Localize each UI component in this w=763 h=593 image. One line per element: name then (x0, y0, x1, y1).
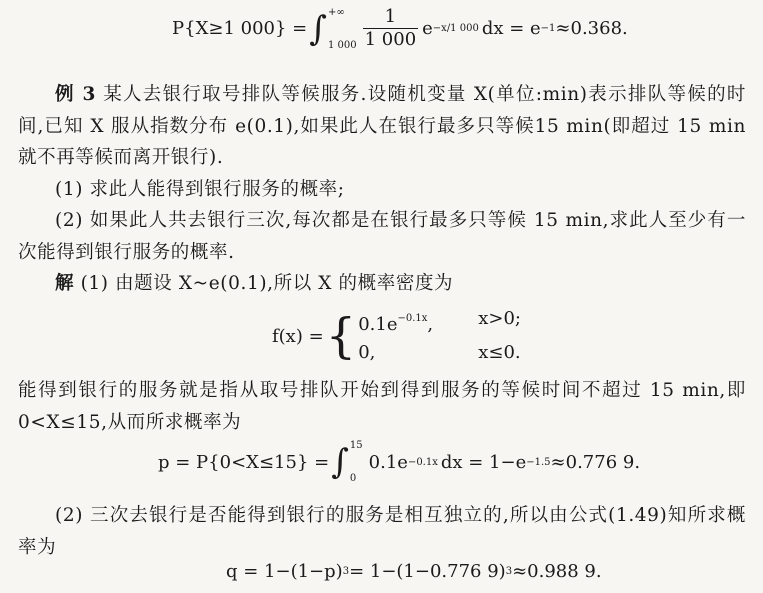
density-function (272, 305, 521, 367)
left-brace: { (325, 308, 357, 364)
formula-exponential-tail (172, 6, 628, 51)
formula1-rhs-power: −1 (540, 23, 556, 34)
fraction-denominator: 1 000 (364, 29, 417, 50)
case-row-nonpositive: 0, x≤0. (358, 342, 521, 363)
formula2-lhs: p = P{0<X≤15} = (158, 451, 330, 473)
solution-text: (1) 由题设 X~e(0.1),所以 X 的概率密度为 (74, 273, 454, 294)
formula1-lhs: P{X≥1 000} = (172, 18, 308, 39)
formula2-expr: 0.1e (368, 451, 408, 473)
case-row-positive: $0.1e^{-0.1x}$, x>0; (358, 308, 521, 335)
question-1: (1) 求此人能得到银行服务的概率; (55, 179, 345, 200)
example-text: 某人去银行取号排队等候服务.设随机变量 X(单位:min)表示排队等候的时间,已知 X 服从指数分布 e(0.1),如果此人在银行最多只等候15 min(即超过 15 min 就不再等候而离开银行). (18, 84, 746, 168)
example-3-paragraph (18, 79, 746, 174)
formula-probability-q: q = 1−(1−p) 3 = 1−(1−0.776 9) 3 ≈0.988 9. (226, 561, 602, 582)
integral-sign: ∫ +∞ 1 000 (309, 6, 357, 51)
density-lhs: f(x) = (272, 325, 324, 347)
integral-upper-limit: +∞ (327, 6, 345, 18)
solution-label: 解 (55, 273, 75, 294)
example-label: 例 3 (55, 84, 97, 105)
exp-base: e (422, 18, 433, 39)
fraction (363, 6, 419, 51)
formula1-rhs: dx = e (481, 18, 541, 39)
solution-paragraph (18, 268, 746, 300)
integral-lower-limit: 1 000 (327, 39, 357, 51)
exp-power: −x/1 000 (432, 23, 479, 34)
integral-sign-2: ∫ 15 0 (331, 440, 363, 484)
part2-paragraph: (2) 三次去银行是否能得到银行的服务是相互独立的,所以由公式(1.49)知所求概率为 (18, 505, 746, 558)
fraction-numerator: 1 (384, 6, 397, 27)
piecewise-cases (358, 305, 521, 367)
formula2-result: ≈0.776 9. (550, 451, 641, 473)
formula1-result: ≈0.368. (555, 18, 628, 39)
formula2-rhs: dx = 1−e (440, 451, 527, 473)
formula-probability-p: p = P{0<X≤15} = ∫ 15 0 0.1e −0.1x dx = 1−e −1.5 ≈0.776 9. (158, 440, 641, 484)
service-paragraph: 能得到银行的服务就是指从取号排队开始到得到服务的等候时间不超过 15 min,即 0<X≤15,从而所求概率为 (18, 380, 746, 433)
question-2: (2) 如果此人共去银行三次,每次都是在银行最多只等候 15 min,求此人至少有一次能得到银行服务的概率. (18, 210, 746, 263)
